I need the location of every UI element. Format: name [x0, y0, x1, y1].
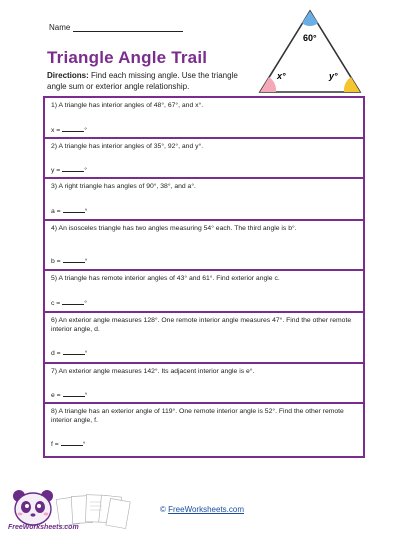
triangle-diagram	[252, 6, 368, 96]
directions-text: Find each missing angle. Use the triangle angle sum or exterior angle relationship.	[47, 71, 238, 91]
question-8	[45, 404, 363, 456]
question-text: 8) A triangle has an exterior angle of 119°. One remote interior angle is 52°. Find the other remote interior angle, f.	[51, 408, 344, 424]
copyright-symbol: ©	[160, 505, 169, 514]
answer-line[interactable]: c = °	[51, 297, 87, 308]
question-2	[45, 139, 363, 179]
directions	[47, 71, 242, 92]
answer-line[interactable]: x = °	[51, 124, 87, 135]
top-angle-wedge	[302, 11, 318, 26]
right-angle-label: y°	[329, 71, 338, 81]
directions-label: Directions:	[47, 71, 89, 80]
answer-line[interactable]: d = °	[51, 347, 87, 358]
question-text: 2) A triangle has interior angles of 35°, 92°, and y°.	[51, 143, 204, 150]
top-angle-label: 60°	[303, 33, 317, 43]
question-text: 4) An isosceles triangle has two angles measuring 54° each. The third angle is b°.	[51, 225, 297, 232]
answer-line[interactable]: b = °	[51, 255, 87, 266]
name-field-row	[49, 23, 183, 32]
question-5	[45, 271, 363, 313]
question-text: 5) A triangle has remote interior angles of 43° and 61°. Find exterior angle c.	[51, 275, 280, 282]
questions-box	[43, 96, 365, 458]
question-text: 7) An exterior angle measures 142°. Its adjacent interior angle is e°.	[51, 368, 255, 375]
answer-line[interactable]: f = °	[51, 438, 85, 449]
question-1	[45, 98, 363, 139]
site-link[interactable]: FreeWorksheets.com	[168, 505, 244, 514]
question-text: 3) A right triangle has angles of 90°, 38°, and a°.	[51, 183, 196, 190]
footer-copyright[interactable]	[160, 505, 244, 514]
question-text: 1) A triangle has interior angles of 48°, 67°, and x°.	[51, 102, 204, 109]
answer-line[interactable]: y = °	[51, 164, 87, 175]
answer-line[interactable]: e = °	[51, 389, 87, 400]
name-input-line[interactable]	[73, 23, 183, 32]
left-angle-label: x°	[277, 71, 286, 81]
name-label: Name	[49, 23, 71, 32]
question-7	[45, 364, 363, 404]
question-4	[45, 221, 363, 271]
answer-line[interactable]: a = °	[51, 205, 87, 216]
question-6	[45, 313, 363, 364]
question-3	[45, 179, 363, 221]
brand-text: FreeWorksheets.com	[8, 524, 79, 531]
question-text: 6) An exterior angle measures 128°. One remote interior angle measures 47°. Find the other remote interior angle, d.	[51, 317, 352, 333]
worksheet-title: Triangle Angle Trail	[47, 48, 208, 67]
